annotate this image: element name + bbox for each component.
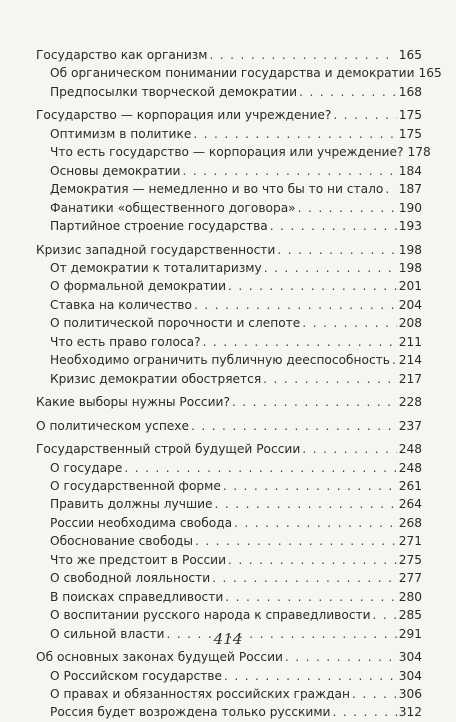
toc-subsection-entry [50, 296, 422, 314]
dot-leader [193, 125, 396, 143]
toc-entry-page: 291 [398, 626, 422, 641]
dot-leader [225, 588, 396, 606]
toc-entry-page: 280 [398, 589, 422, 604]
toc-entry-title: Россия будет возрождена только русскими [50, 705, 331, 720]
toc-entry-page: 271 [398, 534, 422, 549]
toc-subsection-entry [50, 217, 422, 235]
dot-leader [124, 459, 396, 477]
toc-section-entry [36, 106, 422, 124]
toc-entry-page: 175 [398, 108, 422, 123]
dot-leader [212, 569, 397, 587]
toc-entry-page: 201 [398, 279, 422, 294]
toc-entry-page: 275 [398, 552, 422, 567]
toc-subsection-entry [50, 588, 422, 606]
toc-entry-page: 178 [407, 145, 431, 160]
toc-subsection-entry [50, 703, 422, 721]
dot-leader [352, 685, 397, 703]
toc-entry-page: 312 [398, 705, 422, 720]
dot-leader [264, 259, 397, 277]
toc-subsection-entry [50, 495, 422, 513]
toc-entry-title: Кризис западной государственности [36, 242, 276, 257]
dot-leader [228, 277, 397, 295]
dot-leader [234, 514, 397, 532]
toc-entry-page: 211 [398, 334, 422, 349]
toc-subsection-entry [50, 180, 422, 198]
toc-entry-page: 217 [398, 371, 422, 386]
dot-leader [195, 532, 397, 550]
toc-entry-page: 214 [398, 353, 422, 368]
toc-subsection-entry [50, 64, 442, 82]
toc-subsection-entry [50, 351, 422, 369]
toc-section-entry [36, 46, 422, 64]
toc-entry-title: Что же предстоит в России [50, 552, 227, 567]
toc-subsection-entry [50, 125, 422, 143]
toc-entry-page: 204 [398, 297, 422, 312]
toc-entry-page: 184 [398, 163, 422, 178]
toc-entry-title: О сильной власти [50, 626, 165, 641]
toc-subsection-entry [50, 667, 422, 685]
toc-section-entry [36, 393, 422, 411]
toc-entry-page: 187 [398, 182, 422, 197]
toc-entry-title: Обоснование свободы [50, 534, 193, 549]
toc-subsection-entry [50, 459, 422, 477]
toc-subsection-entry [50, 532, 422, 550]
toc-entry-title: Партийное строение государства [50, 219, 268, 234]
toc-entry-page: 277 [398, 571, 422, 586]
toc-entry-title: России необходима свобода [50, 515, 233, 530]
toc-entry-title: Что есть государство — корпорация или учреждение? [50, 145, 404, 160]
dot-leader [302, 314, 396, 332]
toc-entry-title: О свободной лояльности [50, 571, 211, 586]
dot-leader [209, 46, 396, 64]
dot-leader [191, 417, 397, 435]
toc-entry-page: 165 [398, 48, 422, 62]
toc-subsection-entry [50, 259, 422, 277]
dot-leader [333, 106, 396, 124]
toc-subsection-entry [50, 370, 422, 388]
toc-entry-title: Какие выборы нужны России? [36, 395, 230, 410]
toc-entry-title: О воспитании русского народа к справедливости [50, 608, 371, 623]
toc-entry-title: Демократия — немедленно и во что бы то ни стало [50, 182, 384, 197]
dot-leader [224, 667, 397, 685]
toc-entry-title: Ставка на количество [50, 297, 192, 312]
dot-leader [228, 551, 397, 569]
toc-entry-title: Кризис демократии обостряется [50, 371, 262, 386]
dot-leader [302, 440, 396, 458]
toc-entry-title: Фанатики «общественного договора» [50, 200, 296, 215]
toc-entry-title: О формальной демократии [50, 279, 227, 294]
toc-subsection-entry [50, 199, 422, 217]
toc-entry-title: Основы демократии [50, 163, 181, 178]
toc-subsection-entry [50, 477, 422, 495]
toc-entry-title: Государство — корпорация или учреждение? [36, 108, 332, 123]
dot-leader [298, 199, 397, 217]
toc-entry-title: Государство как организм [36, 48, 208, 62]
toc-section-entry [36, 648, 422, 666]
toc-entry-page: 264 [398, 497, 422, 512]
page-number: 414 [213, 630, 243, 648]
toc-entry-page: 285 [398, 608, 422, 623]
toc-entry-title: О правах и обязанностях российских граждан [50, 686, 350, 701]
dot-leader [182, 162, 396, 180]
toc-entry-title: От демократии к тоталитаризму [50, 260, 262, 275]
toc-section-entry [36, 241, 422, 259]
table-of-contents [0, 46, 456, 722]
toc-section-entry [36, 440, 422, 458]
toc-entry-title: О государственной форме [50, 478, 221, 493]
toc-entry-title: Что есть право голоса? [50, 334, 201, 349]
toc-subsection-entry [50, 514, 422, 532]
toc-entry-title: О Российском государстве [50, 668, 222, 683]
toc-entry-title: О государе [50, 460, 123, 475]
toc-section-entry [36, 417, 422, 435]
dot-leader [232, 393, 397, 411]
toc-subsection-entry [50, 685, 422, 703]
dot-leader [332, 703, 396, 721]
toc-subsection-entry [50, 333, 422, 351]
dot-leader [203, 333, 397, 351]
toc-entry-page: 248 [398, 460, 422, 475]
toc-subsection-entry [50, 162, 422, 180]
toc-entry-page: 168 [398, 84, 422, 99]
toc-subsection-entry [50, 143, 431, 161]
toc-entry-page: 198 [398, 260, 422, 275]
dot-leader [373, 606, 397, 624]
toc-subsection-entry [50, 569, 422, 587]
toc-entry-page: 304 [398, 650, 422, 665]
dot-leader [215, 495, 397, 513]
dot-leader [285, 648, 397, 666]
toc-entry-page: 248 [398, 442, 422, 457]
dot-leader [385, 180, 396, 198]
toc-entry-page: 268 [398, 515, 422, 530]
toc-subsection-entry [50, 606, 422, 624]
dot-leader [194, 296, 397, 314]
toc-subsection-entry [50, 83, 422, 101]
toc-entry-title: Об основных законах будущей России [36, 650, 283, 665]
dot-leader [277, 241, 396, 259]
toc-entry-title: О политической порочности и слепоте [50, 316, 301, 331]
dot-leader [299, 83, 397, 101]
toc-entry-page: 306 [398, 686, 422, 701]
dot-leader [223, 477, 397, 495]
toc-entry-title: В поисках справедливости [50, 589, 224, 604]
toc-entry-title: Необходимо ограничить публичную дееспособность [50, 353, 390, 368]
toc-entry-title: О политическом успехе [36, 418, 189, 433]
toc-entry-page: 175 [398, 126, 422, 141]
toc-entry-title: Править должны лучшие [50, 497, 213, 512]
dot-leader [263, 370, 397, 388]
toc-entry-page: 165 [418, 66, 442, 81]
toc-entry-title: Государственный строй будущей России [36, 442, 301, 457]
toc-entry-page: 198 [398, 242, 422, 257]
toc-entry-page: 228 [398, 395, 422, 410]
toc-entry-page: 190 [398, 200, 422, 215]
toc-entry-title: Об органическом понимании государства и демократии [50, 66, 415, 81]
dot-leader [270, 217, 397, 235]
toc-entry-title: Предпосылки творческой демократии [50, 84, 298, 99]
toc-entry-page: 193 [398, 219, 422, 234]
toc-entry-page: 208 [398, 316, 422, 331]
toc-subsection-entry [50, 277, 422, 295]
toc-entry-page: 304 [398, 668, 422, 683]
toc-subsection-entry [50, 314, 422, 332]
toc-entry-page: 261 [398, 478, 422, 493]
toc-subsection-entry [50, 551, 422, 569]
toc-entry-page: 237 [398, 418, 422, 433]
toc-entry-title: Оптимизм в политике [50, 126, 192, 141]
dot-leader [392, 351, 397, 369]
